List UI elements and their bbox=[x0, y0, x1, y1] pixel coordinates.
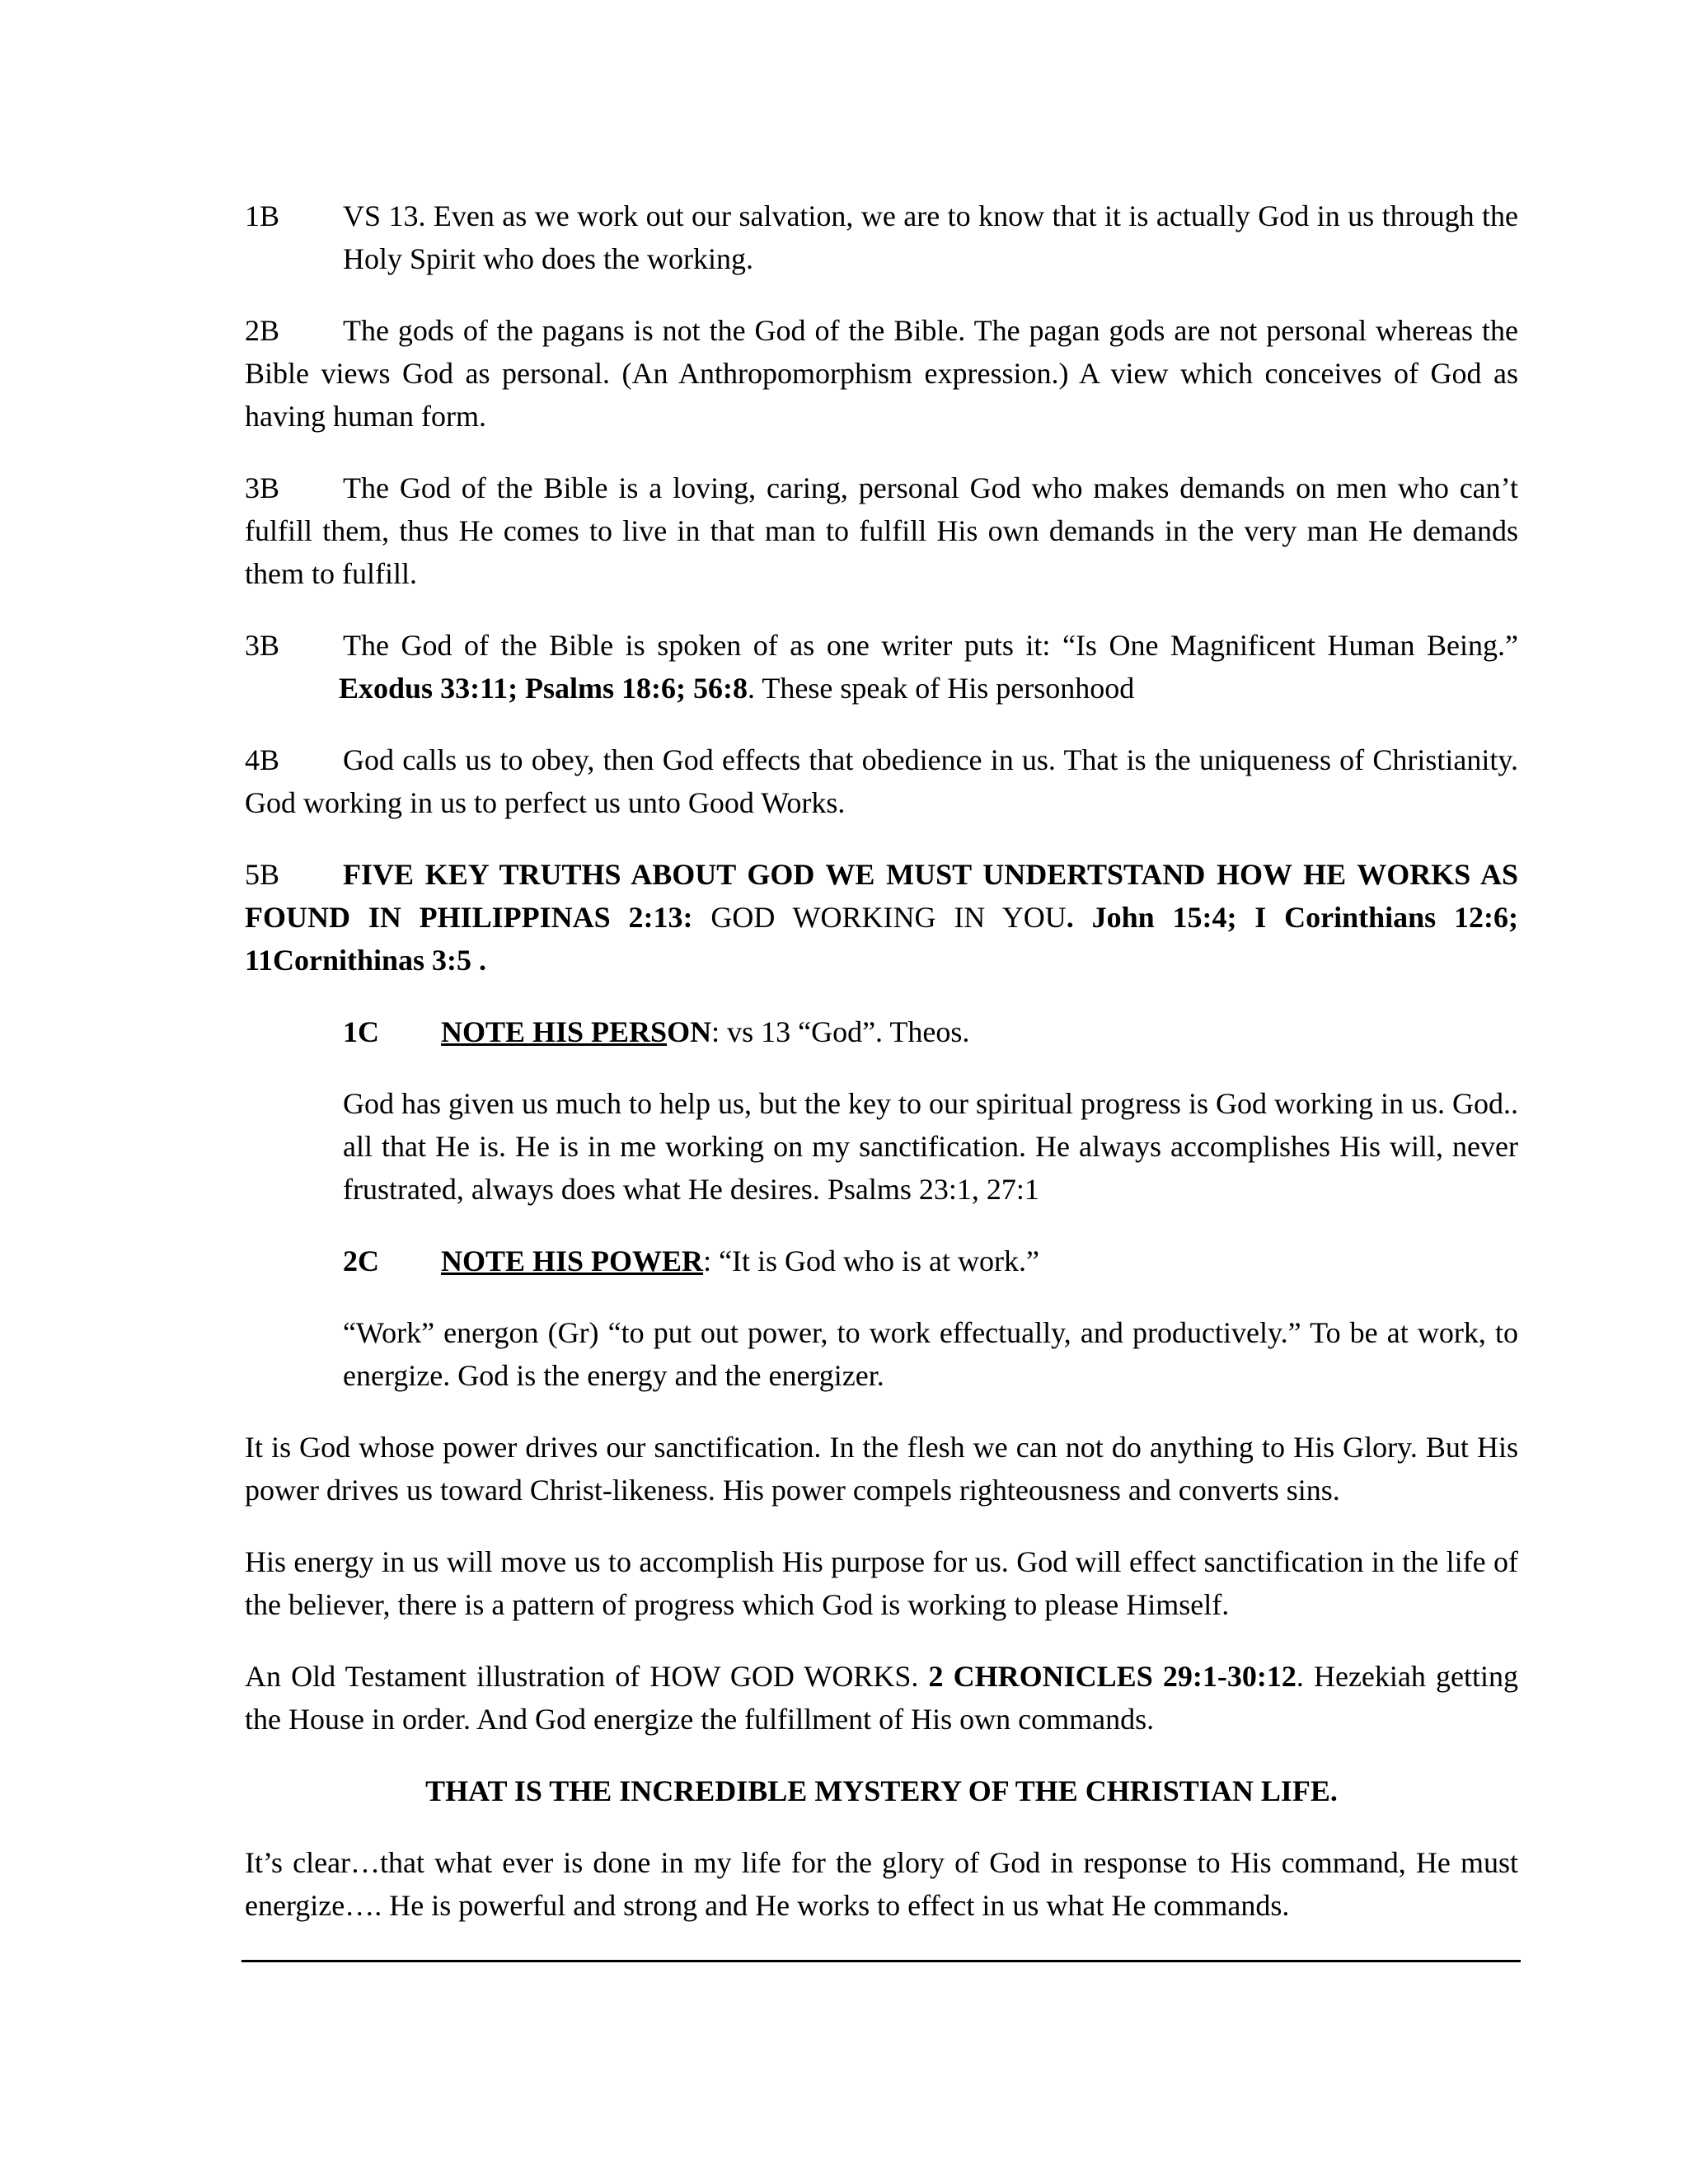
illustration-paragraph bbox=[245, 1655, 1518, 1741]
point-label: 1B bbox=[245, 199, 280, 232]
subpoint-label: 1C bbox=[343, 1015, 379, 1048]
subpoint-2c-heading bbox=[343, 1240, 1518, 1282]
point-label: 5B bbox=[245, 858, 280, 891]
scripture-reference: 2 CHRONICLES 29:1-30:12 bbox=[928, 1660, 1296, 1693]
point-label: 4B bbox=[245, 743, 280, 776]
point-plain-text: GOD WORKING IN YOU bbox=[710, 901, 1067, 934]
point-3b-second bbox=[245, 624, 1518, 710]
body-paragraph: His energy in us will move us to accomplish His purpose for us. God will effect sanctification in the life of the believer, there is a pattern of progress which God is working to please Himself. bbox=[245, 1545, 1518, 1621]
subpoint-title-underlined: NOTE HIS POWER bbox=[441, 1244, 704, 1277]
point-heading: FIVE KEY TRUTHS ABOUT GOD WE MUST UNDERTSTAND HOW HE WORKS AS FOUND IN PHILIPPINAS 2:13: bbox=[245, 858, 1518, 934]
document-page bbox=[245, 194, 1518, 1927]
subpoint-1c-body: God has given us much to help us, but the key to our spiritual progress is God working in us. God.. all that He is. He is in me working on my sanctification. He always accomplishes His will, never frustrated, always does what He desires. Psalms 23:1, 27:1 bbox=[343, 1087, 1518, 1206]
point-4b bbox=[245, 738, 1518, 824]
horizontal-rule bbox=[241, 1960, 1521, 1962]
point-tail: . These speak of His personhood bbox=[748, 672, 1135, 705]
point-1b bbox=[245, 194, 1518, 280]
point-text: The God of the Bible is spoken of as one writer puts it: “Is One Magnificent Human Being.” bbox=[343, 629, 1518, 662]
scripture-references: . John 15:4; I Corinthians 12:6; 11Cornithinas 3:5 . bbox=[245, 901, 1518, 977]
body-paragraph: It is God whose power drives our sanctification. In the flesh we can not do anything to His Glory. But His power drives us toward Christ-likeness. His power compels righteousness and converts sins. bbox=[245, 1431, 1518, 1507]
subpoint-1c-heading bbox=[343, 1010, 1518, 1053]
point-text: The God of the Bible is a loving, caring, personal God who makes demands on men who can’t fulfill them, thus He comes to live in that man to fulfill His own demands in the very man He demands them to fulfill. bbox=[245, 471, 1518, 590]
center-heading: THAT IS THE INCREDIBLE MYSTERY OF THE CHRISTIAN LIFE. bbox=[425, 1774, 1338, 1807]
subpoint-title-underlined: NOTE HIS PERS bbox=[441, 1015, 668, 1048]
subpoint-title-rest: ON bbox=[667, 1015, 712, 1048]
point-2b bbox=[245, 309, 1518, 438]
illustration-tail: . Hezekiah getting the House in order. And God energize the fulfillment of His own commands. bbox=[245, 1660, 1518, 1736]
illustration-text: An Old Testament illustration of HOW GOD WORKS. bbox=[245, 1660, 929, 1693]
point-3b-first bbox=[245, 466, 1518, 595]
point-label: 3B bbox=[245, 629, 280, 662]
point-label: 3B bbox=[245, 471, 280, 504]
scripture-references: Exodus 33:11; Psalms 18:6; 56:8 bbox=[339, 672, 748, 705]
subpoint-note: : “It is God who is at work.” bbox=[703, 1244, 1039, 1277]
subpoint-label: 2C bbox=[343, 1244, 379, 1277]
point-5b bbox=[245, 853, 1518, 982]
point-text: God calls us to obey, then God effects that obedience in us. That is the uniqueness of Christianity. God working in us to perfect us unto Good Works. bbox=[245, 743, 1518, 819]
point-label: 2B bbox=[245, 314, 280, 347]
point-text: VS 13. Even as we work out our salvation, we are to know that it is actually God in us through the Holy Spirit who does the working. bbox=[343, 199, 1518, 275]
subpoint-note: : vs 13 “God”. Theos. bbox=[711, 1015, 970, 1048]
subpoint-2c-body: “Work” energon (Gr) “to put out power, to work effectually, and productively.” To be at work, to energize. God is the energy and the energizer. bbox=[343, 1316, 1518, 1392]
closing-paragraph: It’s clear…that what ever is done in my life for the glory of God in response to His command, He must energize…. He is powerful and strong and He works to effect in us what He commands. bbox=[245, 1846, 1518, 1922]
point-text: The gods of the pagans is not the God of the Bible. The pagan gods are not personal whereas the Bible views God as personal. (An Anthropomorphism expression.) A view which conceives of God as having human form. bbox=[245, 314, 1518, 433]
